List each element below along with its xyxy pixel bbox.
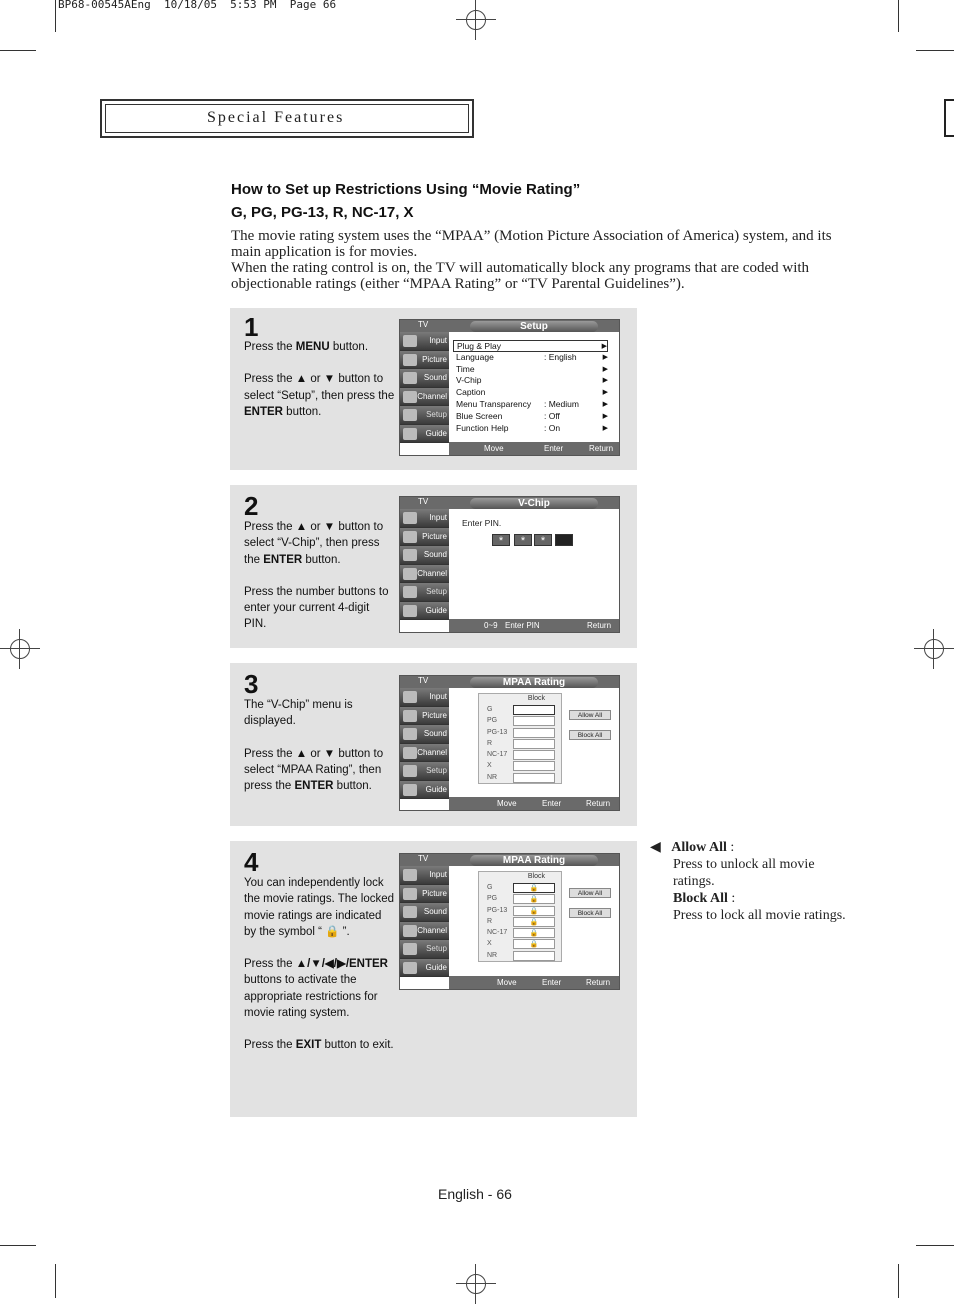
side-menu-label: Guide	[425, 428, 447, 438]
guide-icon	[403, 962, 417, 974]
tv-screen-mpaa-locked: TV MPAA Rating Input Picture Sound Channel Setup Guide Block G 🔒 PG 🔒 PG-13 🔒 R 🔒 NC-17 🔒 X 🔒 NR Allow All Block All Move Enter Return	[399, 853, 620, 990]
tv-side-menu	[400, 332, 449, 443]
picture-icon	[403, 710, 417, 722]
setup-icon	[403, 765, 417, 777]
side-menu-label: Picture	[422, 531, 447, 541]
pin-digit[interactable]	[555, 534, 573, 546]
side-menu-sound[interactable]	[400, 546, 449, 565]
side-menu-input[interactable]	[400, 332, 449, 351]
guide-icon	[403, 428, 417, 440]
side-menu-channel[interactable]	[400, 922, 449, 941]
intro-text	[231, 228, 836, 292]
step-instructions: The “V-Chip” menu is displayed. Press the ▲ or ▼ button to select “MPAA Rating”, then press the ENTER button.	[244, 699, 384, 793]
tv-footer: 0~9 Enter PIN Return	[449, 619, 620, 632]
side-menu-sound[interactable]	[400, 903, 449, 922]
page-subheading: G, PG, PG-13, R, NC-17, X	[231, 204, 414, 221]
setup-menu-list	[456, 340, 611, 434]
rating-row[interactable]: NC-17 🔒	[479, 927, 561, 938]
crop-mark	[898, 1264, 899, 1298]
side-menu-label: Channel	[417, 391, 447, 401]
side-menu-setup[interactable]	[400, 940, 449, 959]
side-menu-guide[interactable]	[400, 781, 449, 800]
picture-icon	[403, 888, 417, 900]
side-menu-label: Input	[429, 870, 447, 879]
crop-mark	[55, 1264, 56, 1298]
rating-row[interactable]: NC-17	[479, 749, 561, 760]
screen-title: MPAA Rating	[470, 677, 598, 688]
side-menu-label: Setup	[426, 944, 447, 953]
channel-icon	[403, 925, 417, 937]
sound-icon	[403, 906, 417, 918]
lock-icon: 🔒	[513, 928, 555, 938]
tv-side-menu	[400, 509, 449, 620]
side-menu-guide[interactable]	[400, 425, 449, 444]
side-menu-label: Channel	[417, 925, 447, 935]
side-menu-guide[interactable]	[400, 959, 449, 978]
rating-row[interactable]: G 🔒	[479, 882, 561, 893]
side-menu-label: Sound	[423, 907, 447, 916]
allow-all-button[interactable]: Allow All	[569, 710, 611, 720]
guide-icon	[403, 605, 417, 617]
input-icon	[403, 335, 417, 347]
side-menu-input[interactable]	[400, 866, 449, 885]
sound-icon	[403, 549, 417, 561]
registration-mark	[914, 629, 954, 669]
step-1-panel	[230, 308, 637, 470]
menu-item[interactable]: Language : English ▶	[456, 351, 608, 362]
block-all-desc: Press to lock all movie ratings.	[673, 908, 846, 923]
rating-row[interactable]: NR	[479, 772, 561, 783]
rating-row[interactable]: X	[479, 760, 561, 771]
side-menu-picture[interactable]	[400, 707, 449, 726]
side-menu-channel[interactable]	[400, 388, 449, 407]
side-menu-picture[interactable]	[400, 528, 449, 547]
side-menu-setup[interactable]	[400, 406, 449, 425]
step-2-panel	[230, 485, 637, 648]
tv-footer: Move Enter Return	[449, 442, 620, 455]
side-menu-label: Setup	[426, 410, 447, 419]
section-header	[100, 99, 474, 138]
page-heading: How to Set up Restrictions Using “Movie Rating”	[231, 181, 581, 198]
menu-item[interactable]: Menu Transparency : Medium ▶	[456, 398, 608, 409]
allow-all-desc: Press to unlock all movie ratings.	[673, 857, 815, 889]
rating-table: Block G 🔒 PG 🔒 PG-13 🔒 R 🔒 NC-17 🔒 X 🔒 NR	[478, 871, 562, 962]
side-menu-label: Sound	[423, 729, 447, 738]
rating-row[interactable]: PG-13 🔒	[479, 905, 561, 916]
pin-digit: *	[534, 534, 552, 546]
side-menu-label: Guide	[425, 784, 447, 794]
crop-mark	[55, 0, 56, 32]
menu-item[interactable]: V-Chip ▶	[456, 375, 608, 386]
side-menu-setup[interactable]	[400, 762, 449, 781]
tv-side-menu	[400, 688, 449, 799]
lock-icon: 🔒	[513, 883, 555, 893]
crop-mark	[916, 50, 954, 51]
side-menu-picture[interactable]	[400, 351, 449, 370]
step-3-panel	[230, 663, 637, 826]
screen-title: MPAA Rating	[470, 855, 598, 866]
block-all-button[interactable]: Block All	[569, 730, 611, 740]
menu-item[interactable]: Function Help : On ▶	[456, 422, 608, 433]
registration-mark	[0, 629, 40, 669]
step-number: 2	[244, 491, 259, 521]
step-instructions: You can independently lock the movie ratings. The locked movie ratings are indicated by the symbol “ 🔒 ”. Press the ▲/▼/◀/▶/ENTER buttons to activate the appropriate restrictions for movie rating system. Press the EXIT button to exit.	[244, 877, 395, 1052]
step-number: 1	[244, 312, 259, 342]
side-menu-label: Picture	[422, 354, 447, 364]
lock-icon: 🔒	[513, 917, 555, 927]
guide-icon	[403, 784, 417, 796]
side-menu-input[interactable]	[400, 688, 449, 707]
side-menu-input[interactable]	[400, 509, 449, 528]
print-slug: BP68-00545AEng 10/18/05 5:53 PM Page 66	[58, 0, 337, 11]
side-menu-picture[interactable]	[400, 885, 449, 904]
setup-icon	[403, 943, 417, 955]
side-menu-label: Picture	[422, 710, 447, 720]
tv-footer: Move Enter Return	[449, 797, 620, 810]
rating-row[interactable]: R 🔒	[479, 916, 561, 927]
side-menu-label: Channel	[417, 747, 447, 757]
rating-row[interactable]: X 🔒	[479, 938, 561, 949]
menu-item[interactable]: Caption ▶	[456, 387, 608, 398]
tv-screen-mpaa: TV MPAA Rating Input Picture Sound Channel Setup Guide Block G PG PG-13 R NC-17 X NR Allow All Block All Move Enter Return	[399, 675, 620, 811]
menu-item[interactable]: Plug & Play ▶	[453, 340, 608, 352]
side-menu-label: Input	[429, 513, 447, 522]
setup-icon	[403, 586, 417, 598]
side-menu-label: Guide	[425, 605, 447, 615]
side-menu-label: Sound	[423, 550, 447, 559]
block-all-button[interactable]: Block All	[569, 908, 611, 918]
rating-row[interactable]: G	[479, 704, 561, 715]
channel-icon	[403, 747, 417, 759]
button-legend: ◀ Allow All : Press to unlock all movie ratings. Block All : Press to lock all movie ratings.	[650, 839, 850, 924]
tv-screen-setup: TV Setup Input Picture Sound Channel Setup Guide Plug & Play ▶ Language : English ▶ Time ▶ V-Chip ▶ Caption ▶ Menu Transparency : Medium ▶ Blue Screen : Off ▶ Function Help : On ▶ Move Enter Return	[399, 319, 620, 456]
screen-title: V-Chip	[470, 498, 598, 509]
picture-icon	[403, 531, 417, 543]
tv-side-menu	[400, 866, 449, 977]
pointer-icon: ◀	[650, 840, 661, 855]
rating-table: Block G PG PG-13 R NC-17 X NR	[478, 693, 562, 784]
intro-paragraph: When the rating control is on, the TV will automatically block any programs that are coded with objectionable ratings (either “MPAA Rating” or “TV Parental Guidelines”).	[231, 260, 810, 292]
pin-digit: *	[514, 534, 532, 546]
channel-icon	[403, 568, 417, 580]
tv-footer: Move Enter Return	[449, 976, 620, 989]
crop-mark	[916, 1245, 954, 1246]
side-menu-label: Guide	[425, 962, 447, 972]
menu-item[interactable]: Blue Screen : Off ▶	[456, 410, 608, 421]
lock-icon: 🔒	[513, 894, 555, 904]
rating-row[interactable]: R	[479, 738, 561, 749]
side-menu-channel[interactable]	[400, 565, 449, 584]
step-instructions: Press the MENU button. Press the ▲ or ▼ button to select “Setup”, then press the ENTER button.	[244, 341, 395, 418]
side-menu-sound[interactable]	[400, 725, 449, 744]
picture-icon	[403, 354, 417, 366]
side-menu-setup[interactable]	[400, 583, 449, 602]
rating-row[interactable]: PG	[479, 715, 561, 726]
side-menu-label: Picture	[422, 888, 447, 898]
screen-title: Setup	[470, 321, 598, 332]
pin-digit: *	[492, 534, 510, 546]
setup-icon	[403, 409, 417, 421]
input-icon	[403, 869, 417, 881]
sound-icon	[403, 372, 417, 384]
channel-icon	[403, 391, 417, 403]
side-menu-label: Setup	[426, 587, 447, 596]
side-menu-sound[interactable]	[400, 369, 449, 388]
side-menu-label: Sound	[423, 373, 447, 382]
side-menu-channel[interactable]	[400, 744, 449, 763]
allow-all-label: Allow All	[671, 840, 727, 855]
lock-icon: 🔒	[513, 939, 555, 949]
block-all-label: Block All	[673, 891, 728, 906]
edge-tab	[944, 99, 954, 137]
side-menu-guide[interactable]	[400, 602, 449, 621]
crop-mark	[0, 50, 36, 51]
intro-paragraph: The movie rating system uses the “MPAA” (Motion Picture Association of America) system, and its main application is for movies.	[231, 228, 832, 260]
rating-row[interactable]: PG 🔒	[479, 893, 561, 904]
side-menu-label: Input	[429, 692, 447, 701]
step-4-panel	[230, 841, 637, 1117]
menu-item[interactable]: Time ▶	[456, 363, 608, 374]
side-menu-label: Channel	[417, 568, 447, 578]
step-instructions: Press the ▲ or ▼ button to select “V-Chip”, then press the ENTER button. Press the number buttons to enter your current 4-digit PIN.	[244, 521, 389, 631]
crop-mark	[0, 1245, 36, 1246]
side-menu-label: Setup	[426, 766, 447, 775]
registration-mark	[456, 1264, 496, 1304]
registration-mark	[456, 0, 496, 40]
input-icon	[403, 691, 417, 703]
allow-all-button[interactable]: Allow All	[569, 888, 611, 898]
crop-mark	[898, 0, 899, 32]
step-number: 4	[244, 847, 259, 877]
pin-prompt: Enter PIN.	[462, 518, 502, 528]
rating-row[interactable]: NR	[479, 950, 561, 961]
page-number: English - 66	[438, 1186, 512, 1202]
input-icon	[403, 512, 417, 524]
sound-icon	[403, 728, 417, 740]
lock-icon: 🔒	[513, 906, 555, 916]
tv-screen-vchip: TV V-Chip Input Picture Sound Channel Setup Guide Enter PIN. * * * 0~9 Enter PIN Return	[399, 496, 620, 633]
step-number: 3	[244, 669, 259, 699]
side-menu-label: Input	[429, 336, 447, 345]
rating-row[interactable]: PG-13	[479, 727, 561, 738]
section-title: Special Features	[207, 109, 345, 126]
